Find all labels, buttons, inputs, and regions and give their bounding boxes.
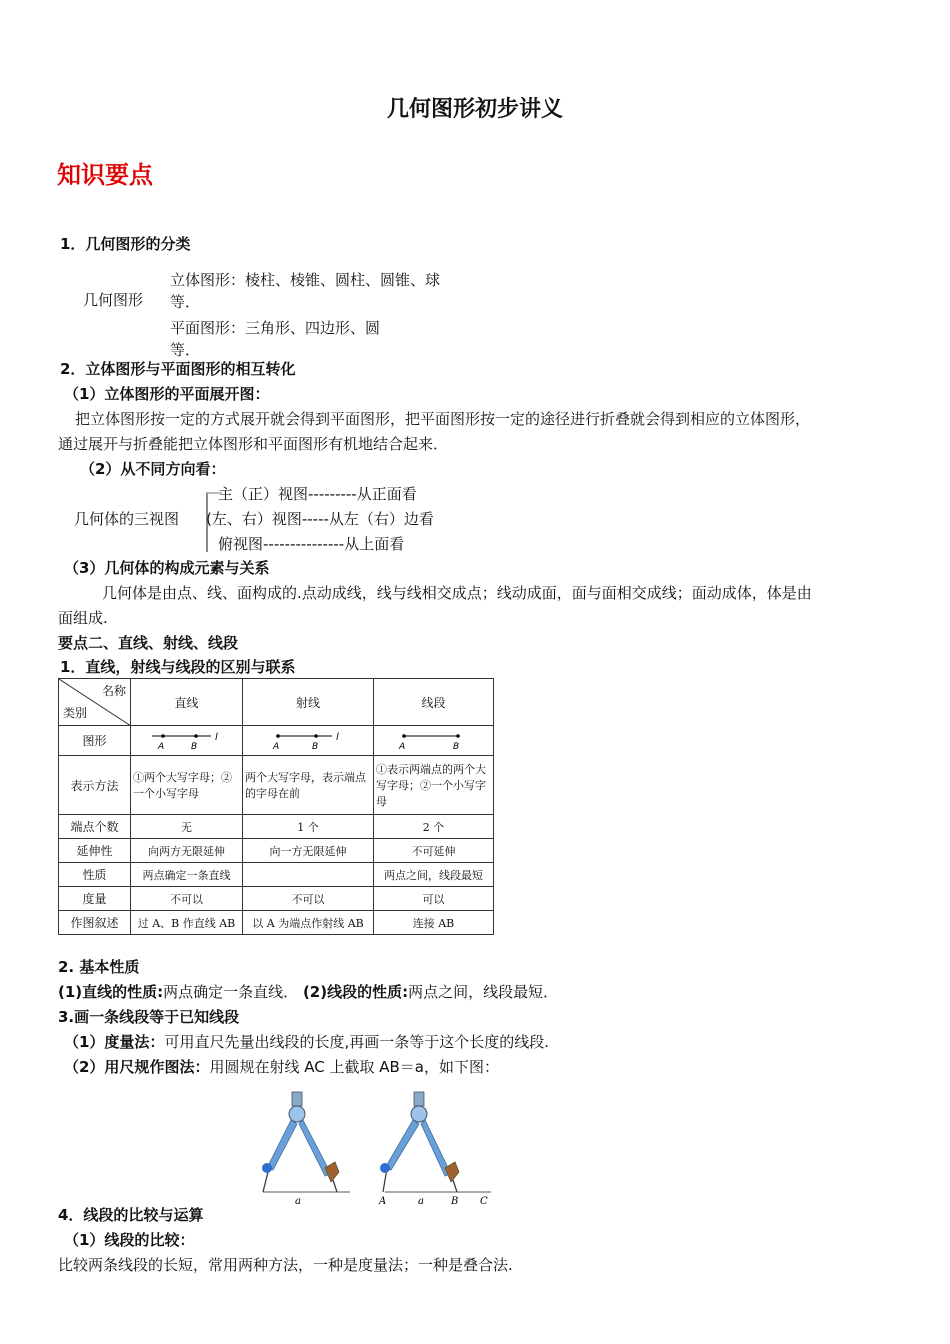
s2-sub1: （1）立体图形的平面展开图：: [64, 385, 270, 403]
s1-heading: 1．几何图形的分类: [60, 235, 191, 253]
row-label: 性质: [59, 863, 131, 887]
fig-label-b: B: [312, 742, 319, 751]
comparison-table: [58, 678, 494, 935]
table-cell: 过 A、B 作直线 AB: [131, 911, 243, 935]
table-cell: 无: [131, 815, 243, 839]
method-measure-text: 可用直尺先量出线段的长度,再画一条等于这个长度的线段.: [164, 1033, 549, 1051]
table-row: [59, 887, 494, 911]
plane-line-1: 平面图形：三角形、四边形、圆: [170, 319, 381, 337]
s4-para: 比较两条线段的长短，常用两种方法，一种是度量法；一种是叠合法.: [58, 1256, 513, 1274]
table-cell: 两点之间，线段最短: [374, 863, 494, 887]
col-header-ray: 射线: [243, 679, 374, 726]
view-front: 主（正）视图---------从正面看: [218, 485, 417, 503]
fig-label-b: B: [452, 742, 459, 751]
table-row: [59, 911, 494, 935]
fig-label-B: B: [451, 1196, 459, 1207]
fig-label-A: A: [379, 1196, 387, 1207]
table-cell: 不可以: [243, 887, 374, 911]
table-cell: 两点确定一条直线: [131, 863, 243, 887]
fig-label-C: C: [480, 1196, 488, 1207]
table-cell: 向一方无限延伸: [243, 839, 374, 863]
document-title: 几何图形初步讲义: [386, 97, 563, 122]
row-label: 图形: [59, 726, 131, 756]
table-cell: 两个大写字母，表示端点的字母在前: [243, 756, 374, 815]
row-label: 度量: [59, 887, 131, 911]
fig-label-a: A: [398, 742, 405, 751]
table-row: [59, 839, 494, 863]
s2b-heading: 2. 基本性质: [58, 958, 140, 976]
view-label: 几何体的三视图: [74, 510, 180, 528]
line-figure: [131, 726, 243, 756]
table-cell: 不可延伸: [374, 839, 494, 863]
line-property-text: 两点确定一条直线．: [163, 983, 299, 1001]
fig-label-a: A: [157, 742, 164, 751]
fig-label-b: B: [190, 742, 197, 751]
fig-label-l: l: [336, 732, 339, 743]
solid-line-1: 立体图形：棱柱、棱锥、圆柱、圆锥、球: [170, 271, 441, 289]
fig-label-a: A: [273, 742, 280, 751]
row-label: 作图叙述: [59, 911, 131, 935]
corner-top-label: 名称: [101, 684, 126, 698]
method-compass-label: （2）用尺规作图法：: [64, 1058, 210, 1076]
view-side: (左、右）视图-----从左（右）边看: [206, 510, 434, 528]
method-measure: [64, 1031, 549, 1052]
table-row: [59, 863, 494, 887]
table-cell: ①表示两端点的两个大写字母；②一个小写字母: [374, 756, 494, 815]
table-cell: 2 个: [374, 815, 494, 839]
key2-heading: 要点二、直线、射线、线段: [58, 634, 239, 652]
fig-label-a: a: [295, 1196, 301, 1207]
segment-property-label: (2)线段的性质:: [302, 983, 409, 1001]
solid-line-2: 等．: [170, 293, 201, 311]
s2-sub3: （3）几何体的构成元素与关系: [64, 559, 270, 577]
table-cell: 可以: [374, 887, 494, 911]
table-corner: [59, 679, 131, 726]
table-cell: 1 个: [243, 815, 374, 839]
segment-figure-svg: [394, 727, 474, 751]
row-label: 延伸性: [59, 839, 131, 863]
table-cell: 连接 AB: [374, 911, 494, 935]
ray-figure: [243, 726, 374, 756]
table-cell: 以 A 为端点作射线 AB: [243, 911, 374, 935]
method-compass-text: 用圆规在射线 AC 上截取 AB＝a，如下图：: [209, 1058, 499, 1076]
compass-right: [378, 1092, 491, 1207]
segment-property-text: 两点之间，线段最短．: [408, 983, 559, 1001]
row-label: 表示方法: [59, 756, 131, 815]
compass-figure: [255, 1088, 495, 1208]
fig-label-a2: a: [418, 1196, 424, 1207]
s4-sub1: （1）线段的比较：: [64, 1231, 195, 1249]
s2-para1-line2: 通过展开与折叠能把立体图形和平面图形有机地结合起来．: [58, 435, 449, 453]
line-figure-svg: [147, 727, 227, 751]
s2-sub2: （2）从不同方向看：: [80, 460, 226, 478]
s3-heading: 3.画一条线段等于已知线段: [58, 1008, 240, 1026]
plane-line-2: 等．: [170, 341, 201, 359]
table-cell: 不可以: [131, 887, 243, 911]
method-measure-label: （1）度量法：: [64, 1033, 165, 1051]
s2-para3-line2: 面组成.: [58, 609, 108, 627]
ray-figure-svg: [268, 727, 348, 751]
s2-para1-line1: 把立体图形按一定的方式展开就会得到平面图形，把平面图形按一定的途径进行折叠就会得到相应的立体图形，: [75, 410, 811, 428]
corner-bottom-label: 类别: [63, 706, 88, 720]
s2-heading: 2．立体图形与平面图形的相互转化: [60, 360, 296, 378]
table-row: [59, 815, 494, 839]
table-header-row: [59, 679, 494, 726]
col-header-line: 直线: [131, 679, 243, 726]
table-row: [59, 726, 494, 756]
table-cell: ①两个大写字母；②一个小写字母: [131, 756, 243, 815]
method-compass: [64, 1056, 499, 1077]
s4-heading: 4．线段的比较与运算: [58, 1206, 204, 1224]
properties-line: [58, 981, 558, 1002]
row-label: 端点个数: [59, 815, 131, 839]
table-cell: 向两方无限延伸: [131, 839, 243, 863]
fig-label-l: l: [214, 732, 218, 743]
section-title: 知识要点: [57, 161, 153, 189]
line-property-label: (1)直线的性质:: [58, 983, 164, 1001]
view-top: 俯视图---------------从上面看: [218, 535, 405, 553]
compass-left: [262, 1092, 350, 1207]
col-header-segment: 线段: [374, 679, 494, 726]
s2-para3-line1: 几何体是由点、线、面构成的.点动成线，线与线相交成点；线动成面，面与面相交成线；面动成体，体是由: [102, 584, 812, 602]
table-row: [59, 756, 494, 815]
segment-figure: [374, 726, 494, 756]
table-cell: [243, 863, 374, 887]
s1-left-label: 几何图形: [83, 291, 144, 309]
key2-sub1: 1．直线，射线与线段的区别与联系: [60, 658, 296, 676]
